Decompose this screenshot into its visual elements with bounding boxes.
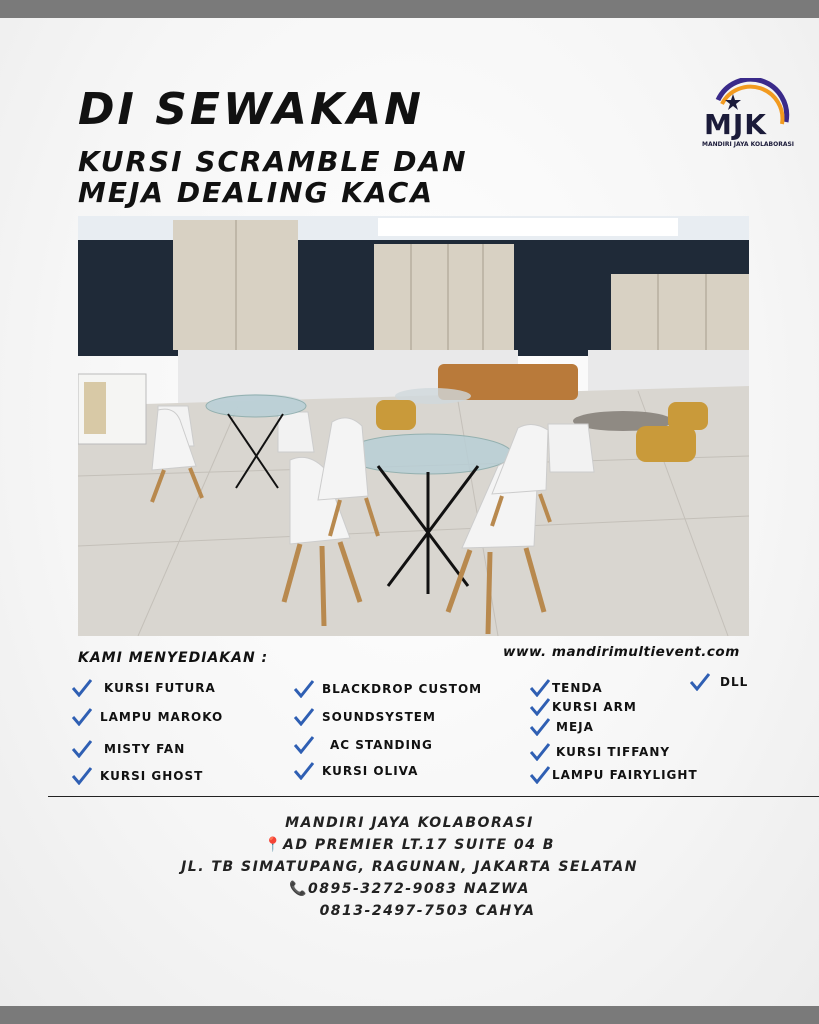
bottom-border-bar (0, 1006, 819, 1024)
address-line-1 (0, 834, 819, 856)
service-label: KURSI GHOST (100, 769, 204, 783)
address-line-2: JL. TB SIMATUPANG, RAGUNAN, JAKARTA SELATAN (181, 859, 638, 875)
service-item (294, 708, 436, 726)
page-subtitle: KURSI SCRAMBLE DAN MEJA DEALING KACA (78, 145, 468, 209)
service-item (294, 736, 433, 754)
checkmark-icon (72, 740, 92, 758)
service-label: BLACKDROP CUSTOM (322, 682, 483, 696)
service-item (72, 740, 185, 758)
service-item (530, 743, 670, 761)
company-name: MANDIRI JAYA KOLABORASI (285, 815, 534, 831)
service-item (530, 698, 637, 716)
section-divider (48, 796, 819, 797)
checkmark-icon (72, 767, 92, 785)
checkmark-icon (530, 698, 550, 716)
phone-line-2[interactable] (0, 900, 819, 922)
website-link[interactable]: www. mandirimultievent.com (503, 644, 740, 660)
service-item (690, 673, 748, 691)
cafe-furniture-photo (78, 216, 749, 636)
checkmark-icon (294, 680, 314, 698)
service-label: MISTY FAN (104, 742, 186, 756)
address-1-text: AD PREMIER LT.17 SUITE 04 B (283, 837, 555, 853)
checkmark-icon (530, 679, 550, 697)
photo-illustration (78, 216, 749, 636)
checkmark-icon (294, 736, 314, 754)
service-label: KURSI TIFFANY (556, 745, 671, 759)
service-label: LAMPU FAIRYLIGHT (552, 768, 698, 782)
checkmark-icon (294, 762, 314, 780)
logo-tagline: MANDIRI JAYA KOLABORASI (702, 141, 795, 148)
location-pin-icon: 📍 (264, 837, 283, 853)
contact-footer (0, 812, 819, 922)
service-item (72, 708, 223, 726)
service-label: SOUNDSYSTEM (322, 710, 436, 724)
service-label: MEJA (556, 720, 594, 734)
service-label: KURSI FUTURA (104, 681, 216, 695)
logo-text: MJK (704, 108, 767, 141)
page-title: DI SEWAKAN (78, 84, 424, 135)
checkmark-icon (530, 718, 550, 736)
checkmark-icon (530, 766, 550, 784)
service-item (530, 718, 594, 736)
service-label: TENDA (552, 681, 603, 695)
service-item (530, 679, 603, 697)
service-item (294, 762, 418, 780)
phone-line-1[interactable] (0, 878, 819, 900)
checkmark-icon (690, 673, 710, 691)
mjk-logo (700, 78, 795, 152)
service-item (72, 679, 216, 697)
checkmark-icon (72, 679, 92, 697)
checkmark-icon (72, 708, 92, 726)
phone-1-text[interactable]: 0895-3272-9083 NAZWA (308, 881, 530, 897)
service-label: KURSI OLIVA (322, 764, 419, 778)
top-border-bar (0, 0, 819, 18)
checkmark-icon (294, 708, 314, 726)
service-item (72, 767, 203, 785)
service-label: AC STANDING (330, 738, 433, 752)
checkmark-icon (530, 743, 550, 761)
service-item (294, 680, 482, 698)
phone-icon: 📞 (289, 881, 309, 897)
services-heading: KAMI MENYEDIAKAN : (78, 650, 269, 666)
service-label: DLL (720, 675, 749, 689)
service-label: KURSI ARM (552, 700, 637, 714)
service-item (530, 766, 698, 784)
phone-2-text[interactable]: 0813-2497-7503 CAHYA (319, 903, 536, 919)
service-label: LAMPU MAROKO (100, 710, 224, 724)
